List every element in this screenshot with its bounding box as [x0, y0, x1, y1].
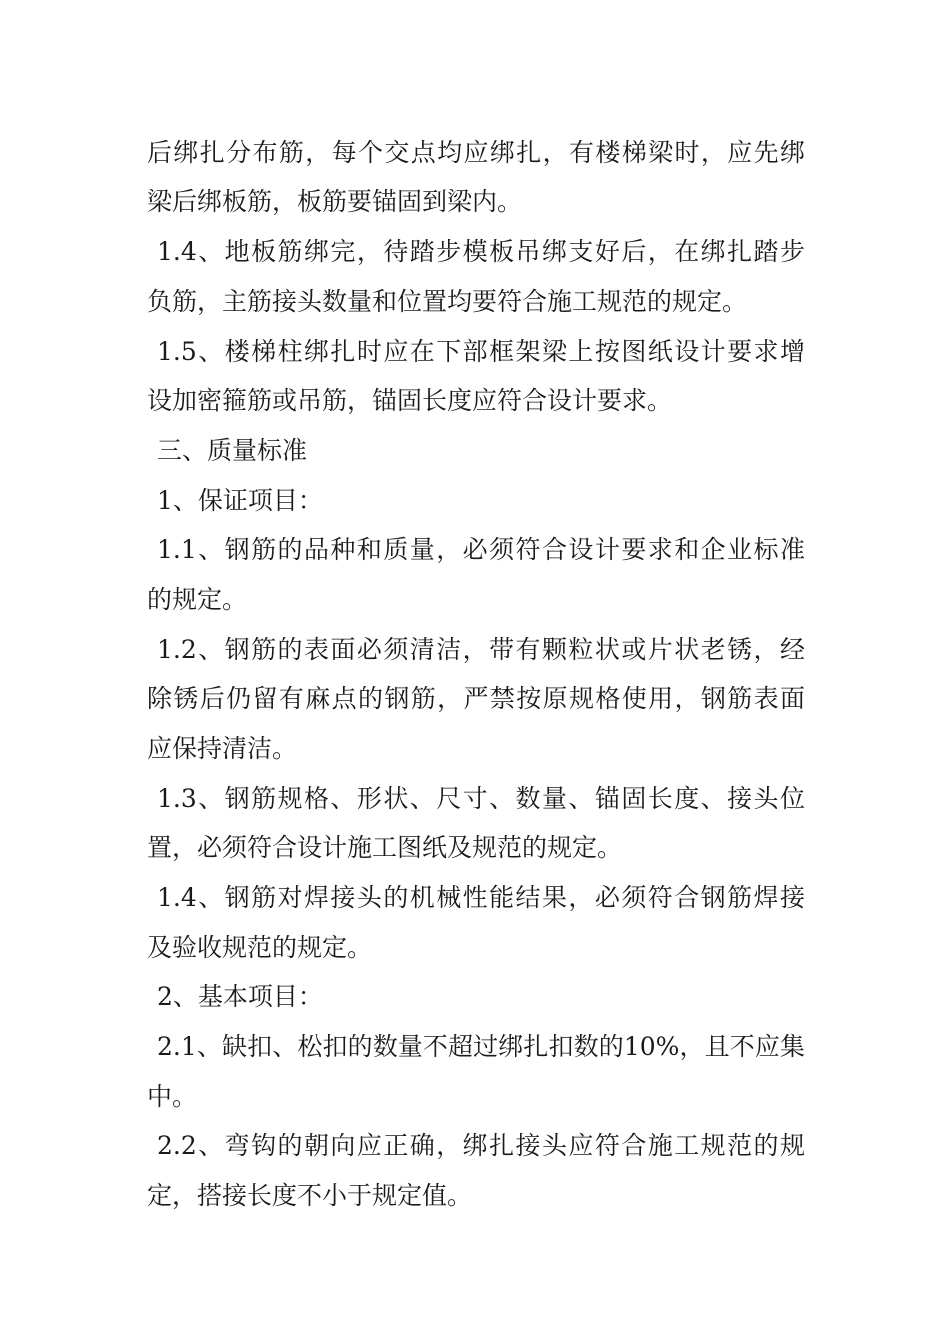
body-text-line: 梁后绑板筋，板筋要锚固到梁内。 — [147, 187, 523, 216]
body-text-line: 置，必须符合设计施工图纸及规范的规定。 — [147, 833, 623, 862]
body-text-line: 2.1、缺扣、松扣的数量不超过绑扎扣数的10%，且不应集 — [157, 1032, 805, 1061]
body-text-line: 及验收规范的规定。 — [147, 933, 373, 962]
body-text-line: 除锈后仍留有麻点的钢筋，严禁按原规格使用，钢筋表面 — [147, 684, 805, 713]
body-text-line: 1.5、楼梯柱绑扎时应在下部框架梁上按图纸设计要求增 — [157, 337, 805, 366]
body-text-line: 2.2、弯钩的朝向应正确，绑扎接头应符合施工规范的规 — [157, 1131, 805, 1160]
subsection-heading: 1、保证项目： — [157, 486, 323, 515]
body-text-line: 1.1、钢筋的品种和质量，必须符合设计要求和企业标准 — [157, 535, 805, 564]
body-text-line: 的规定。 — [147, 585, 248, 614]
body-text-line: 1.2、钢筋的表面必须清洁，带有颗粒状或片状老锈，经 — [157, 635, 805, 664]
section-heading: 三、质量标准 — [157, 436, 308, 465]
body-text-line: 1.4、钢筋对焊接头的机械性能结果，必须符合钢筋焊接 — [157, 883, 805, 912]
body-text-line: 应保持清洁。 — [147, 734, 298, 763]
body-text-line: 定，搭接长度不小于规定值。 — [147, 1181, 473, 1210]
subsection-heading: 2、基本项目： — [157, 982, 323, 1011]
body-text-line: 设加密箍筋或吊筋，锚固长度应符合设计要求。 — [147, 386, 673, 415]
body-text-line: 中。 — [147, 1082, 198, 1111]
body-text-line: 后绑扎分布筋，每个交点均应绑扎，有楼梯梁时，应先绑 — [147, 138, 805, 167]
body-text-line: 1.3、钢筋规格、形状、尺寸、数量、锚固长度、接头位 — [157, 784, 805, 813]
body-text-line: 负筋，主筋接头数量和位置均要符合施工规范的规定。 — [147, 287, 748, 316]
body-text-line: 1.4、地板筋绑完，待踏步模板吊绑支好后，在绑扎踏步 — [157, 237, 805, 266]
